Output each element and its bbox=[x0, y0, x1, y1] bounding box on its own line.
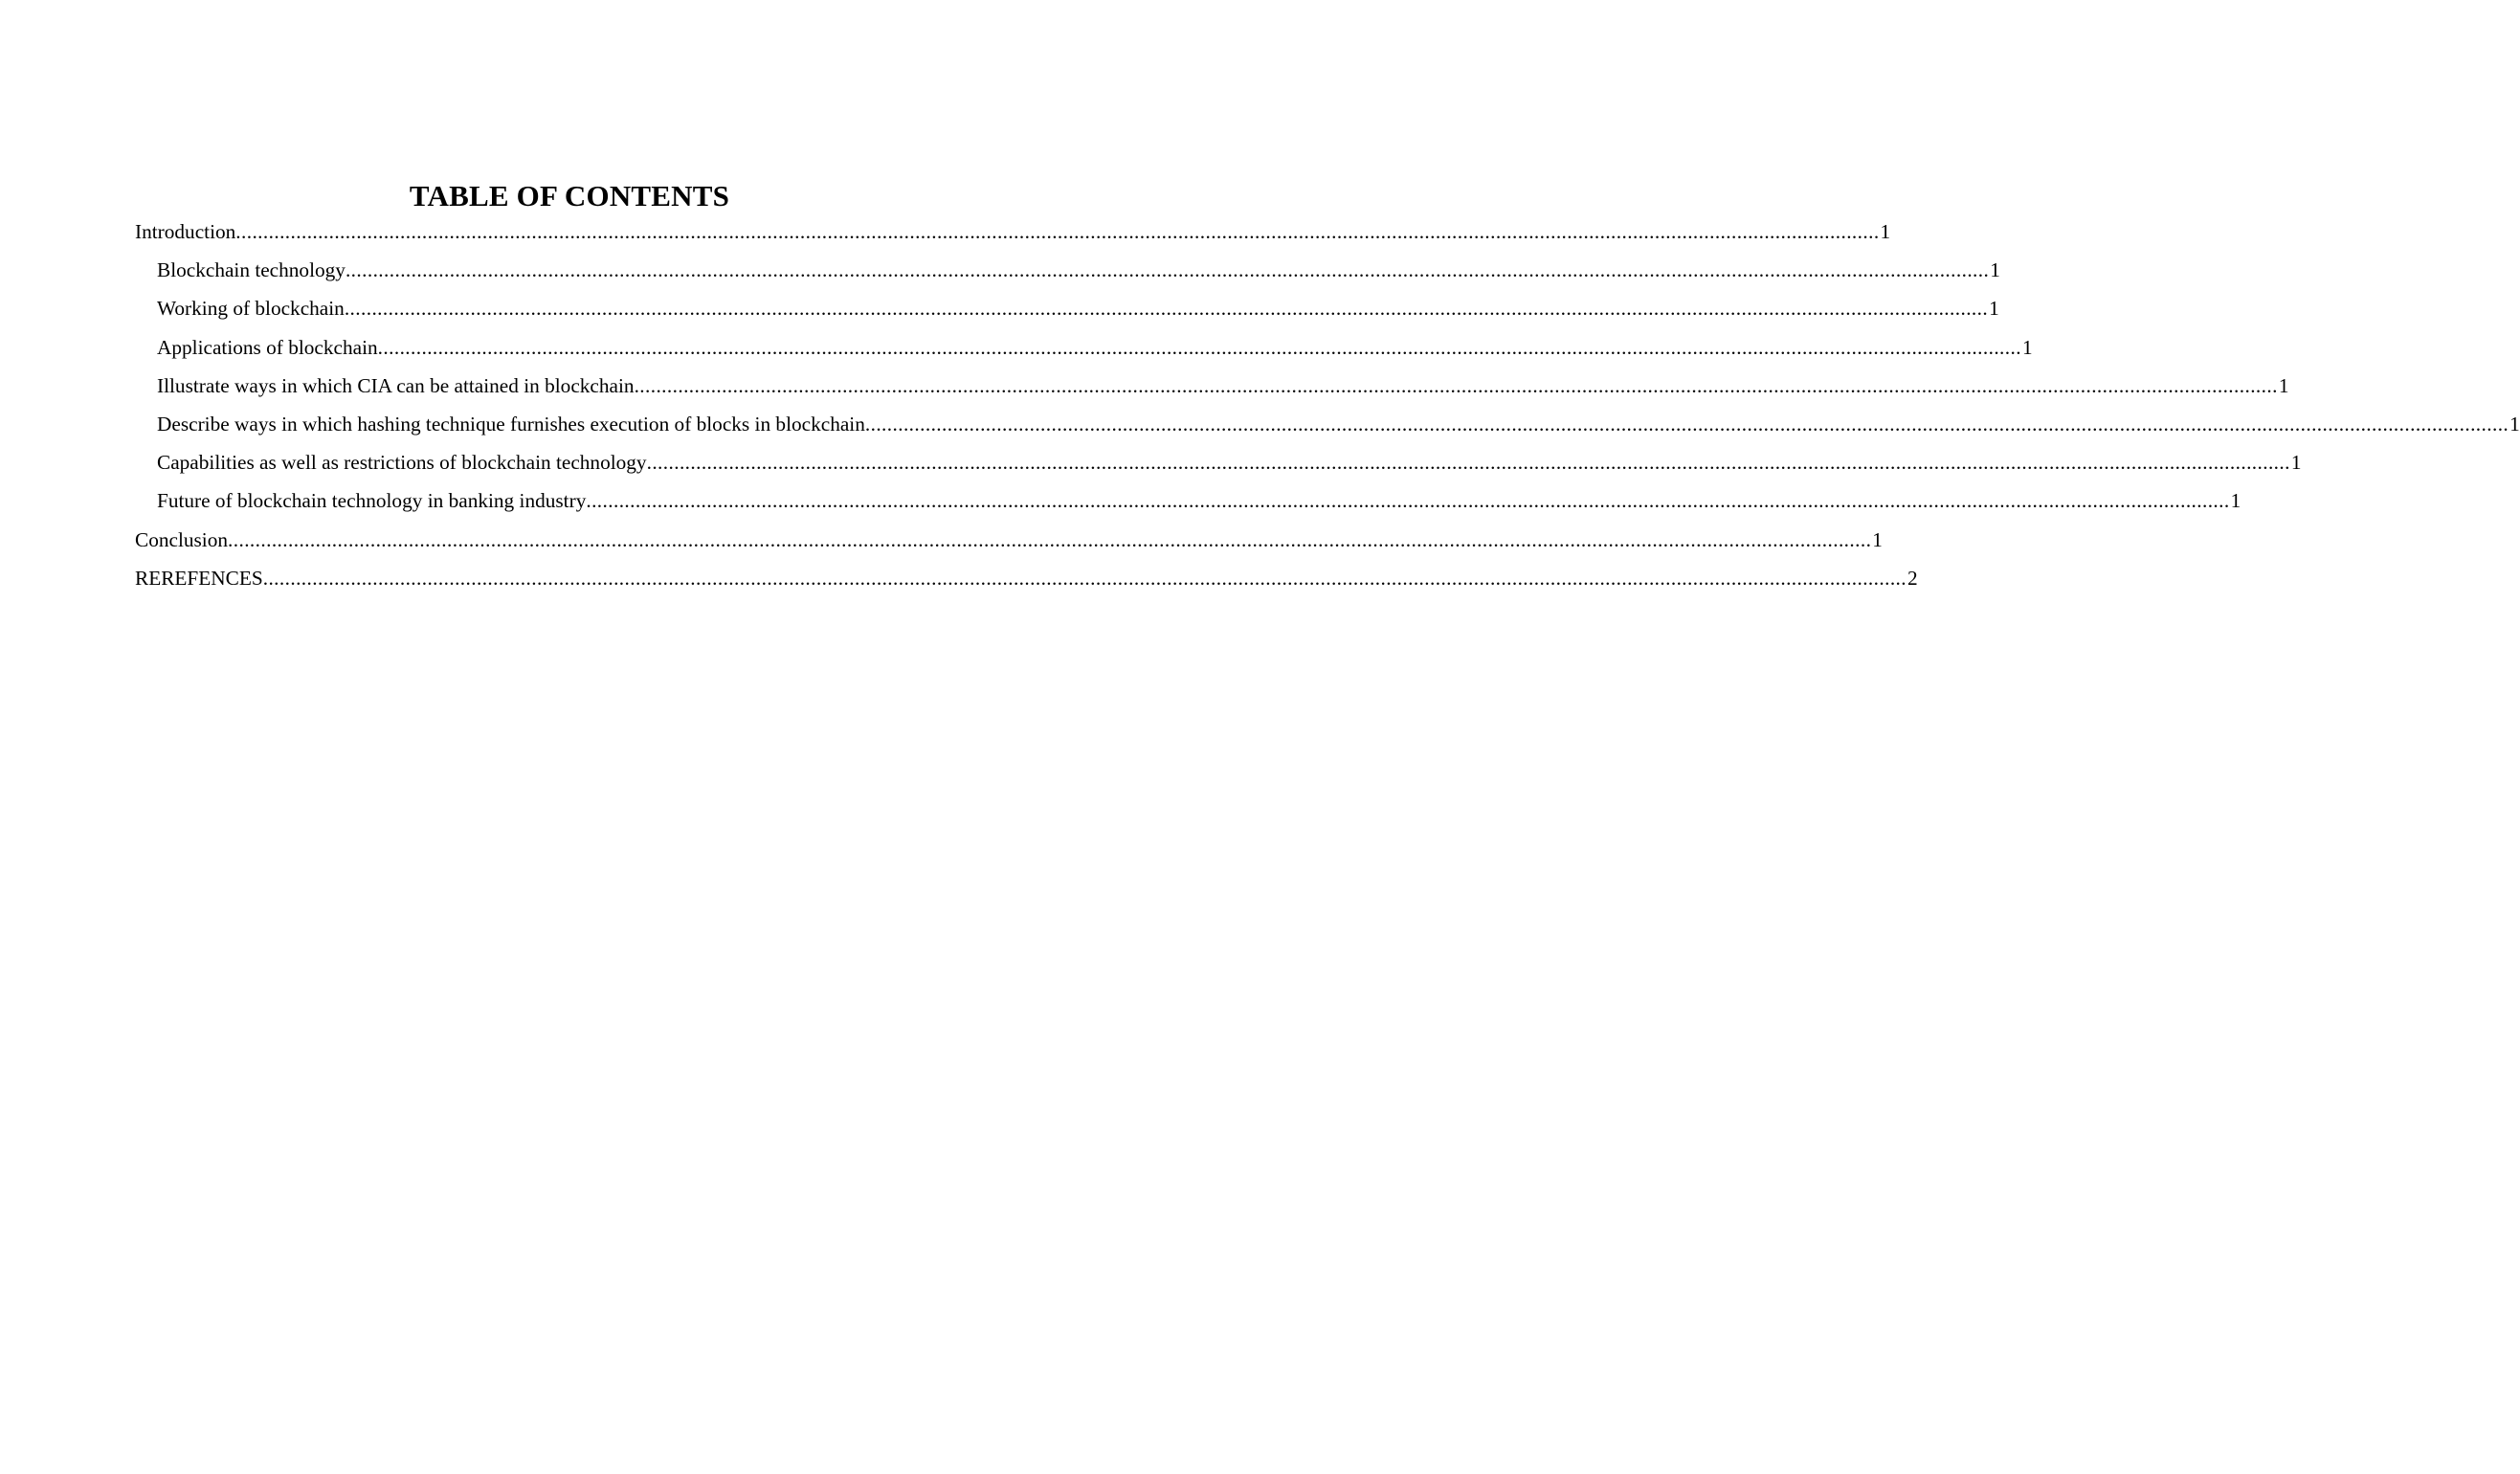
toc-entry-future-banking[interactable] bbox=[135, 481, 2241, 520]
toc-entry-label: Introduction bbox=[135, 212, 235, 251]
toc-dot-leader: ............................................................................................................................................................................................................................................................................................................ bbox=[646, 451, 2290, 475]
toc-entry-label: Future of blockchain technology in banking industry bbox=[157, 481, 586, 520]
toc-entry-label: Blockchain technology bbox=[157, 251, 346, 289]
toc-entry-blockchain-technology[interactable] bbox=[135, 251, 2000, 289]
toc-page-number: 1 bbox=[1990, 258, 2000, 282]
toc-entry-applications-of-blockchain[interactable] bbox=[135, 328, 2033, 367]
toc-entry-label: Capabilities as well as restrictions of blockchain technology bbox=[157, 443, 647, 481]
toc-dot-leader: ............................................................................................................................................................................................................................................................................................................ bbox=[586, 489, 2230, 513]
toc-dot-leader: ............................................................................................................................................................................................................................................................................................................ bbox=[345, 258, 1990, 282]
toc-dot-leader: ............................................................................................................................................................................................................................................................................................................ bbox=[344, 297, 1989, 321]
toc-dot-leader: ............................................................................................................................................................................................................................................................................................................ bbox=[235, 220, 1880, 243]
toc-entry-label: Conclusion bbox=[135, 521, 228, 559]
toc-page-number: 2 bbox=[1907, 566, 1918, 590]
toc-list bbox=[135, 212, 2520, 597]
toc-dot-leader: ............................................................................................................................................................................................................................................................................................................ bbox=[377, 335, 2021, 359]
toc-entry-label: Illustrate ways in which CIA can be attained in blockchain bbox=[157, 367, 635, 405]
toc-title: TABLE OF CONTENTS bbox=[409, 179, 730, 212]
toc-page-number: 1 bbox=[2021, 335, 2033, 359]
toc-entry-conclusion[interactable] bbox=[135, 521, 1883, 559]
toc-dot-leader: ............................................................................................................................................................................................................................................................................................................ bbox=[262, 566, 1907, 590]
toc-entry-label: REREFENCES bbox=[135, 559, 263, 597]
toc-page-number: 1 bbox=[1880, 220, 1891, 243]
toc-entry-working-of-blockchain[interactable] bbox=[135, 289, 1999, 327]
toc-entry-cia-in-blockchain[interactable] bbox=[135, 367, 2289, 405]
toc-page-number: 1 bbox=[2230, 489, 2241, 513]
toc-entry-introduction[interactable] bbox=[135, 212, 1891, 251]
toc-dot-leader: ............................................................................................................................................................................................................................................................................................................ bbox=[864, 412, 2509, 436]
toc-page-number: 1 bbox=[2509, 412, 2520, 436]
toc-page-number: 1 bbox=[1872, 527, 1883, 551]
toc-entry-label: Working of blockchain bbox=[157, 289, 345, 327]
toc-page-number: 1 bbox=[2278, 373, 2289, 397]
toc-entry-label: Describe ways in which hashing technique furnishes execution of blocks in blockchain bbox=[157, 405, 865, 443]
toc-entry-capabilities-restrictions[interactable] bbox=[135, 443, 2302, 481]
toc-dot-leader: ............................................................................................................................................................................................................................................................................................................ bbox=[228, 527, 1872, 551]
toc-dot-leader: ............................................................................................................................................................................................................................................................................................................ bbox=[634, 373, 2278, 397]
toc-entry-references[interactable] bbox=[135, 559, 1918, 597]
toc-page-number: 1 bbox=[2290, 451, 2302, 475]
toc-page-number: 1 bbox=[1989, 297, 1999, 321]
toc-entry-hashing-technique[interactable] bbox=[135, 405, 2520, 443]
toc-entry-label: Applications of blockchain bbox=[157, 328, 378, 367]
